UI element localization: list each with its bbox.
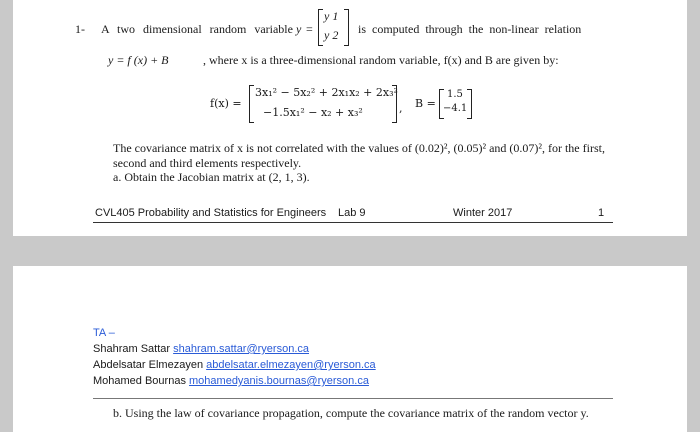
ta-email-link[interactable]: mohamedyanis.bournas@ryerson.ca bbox=[189, 375, 369, 387]
footer-page-number: 1 bbox=[598, 207, 605, 219]
equals-sign: = bbox=[306, 22, 313, 36]
relation-equation: y = f (x) + B bbox=[108, 53, 169, 67]
fx-row-2: −1.5x₁² − x₂ + x₃² bbox=[263, 106, 363, 119]
question-intro-b: is computed through the non-linear relation bbox=[358, 22, 582, 36]
ta-name: Shahram Sattar bbox=[93, 343, 171, 355]
fx-left-bracket bbox=[249, 85, 254, 123]
ta-entry bbox=[93, 375, 369, 387]
b-row-2: −4.1 bbox=[443, 103, 468, 114]
covariance-statement-line-1: The covariance matrix of x is not correlated with the values of (0.02)², (0.05)² and (0.07)², for the first, bbox=[113, 141, 605, 155]
ta-name: Mohamed Bournas bbox=[93, 375, 186, 387]
document-page-2 bbox=[13, 266, 687, 432]
footer-course: CVL405 Probability and Statistics for Engineers bbox=[95, 207, 327, 219]
y-vector-entry-2: y 2 bbox=[324, 28, 339, 42]
question-number: 1- bbox=[75, 22, 85, 36]
y-variable: y bbox=[296, 22, 302, 36]
fx-row-1: 3x₁² − 5x₂² + 2x₁x₂ + 2x₃² bbox=[255, 86, 398, 99]
matrix-separator-comma: , bbox=[399, 102, 403, 115]
part-a: a. Obtain the Jacobian matrix at (2, 1, 3). bbox=[113, 170, 310, 184]
ta-name: Abdelsatar Elmezayen bbox=[93, 359, 204, 371]
fx-label: f(x) = bbox=[210, 97, 242, 110]
y-vector-left-bracket bbox=[318, 9, 323, 46]
ta-email-link[interactable]: shahram.sattar@ryerson.ca bbox=[173, 343, 309, 355]
covariance-statement-line-2: second and third elements respectively. bbox=[113, 156, 302, 170]
document-page-1 bbox=[13, 0, 687, 236]
page-divider-rule bbox=[93, 398, 613, 399]
ta-heading: TA – bbox=[93, 327, 115, 339]
b-right-bracket bbox=[467, 89, 472, 119]
b-row-1: 1.5 bbox=[447, 89, 463, 100]
y-vector-entry-1: y 1 bbox=[324, 9, 339, 23]
y-vector-right-bracket bbox=[344, 9, 349, 46]
footer-term: Winter 2017 bbox=[453, 207, 513, 219]
footer-rule bbox=[93, 222, 613, 223]
footer-lab: Lab 9 bbox=[338, 207, 366, 219]
relation-description: , where x is a three-dimensional random variable, f(x) and B are given by: bbox=[203, 53, 559, 67]
ta-entry bbox=[93, 359, 376, 371]
part-b: b. Using the law of covariance propagation, compute the covariance matrix of the random vector y. bbox=[113, 406, 589, 420]
ta-entry bbox=[93, 343, 309, 355]
b-label: B = bbox=[415, 97, 436, 110]
fx-right-bracket bbox=[392, 85, 397, 123]
question-intro-a: A two dimensional random variable bbox=[101, 22, 293, 36]
ta-email-link[interactable]: abdelsatar.elmezayen@ryerson.ca bbox=[206, 359, 376, 371]
